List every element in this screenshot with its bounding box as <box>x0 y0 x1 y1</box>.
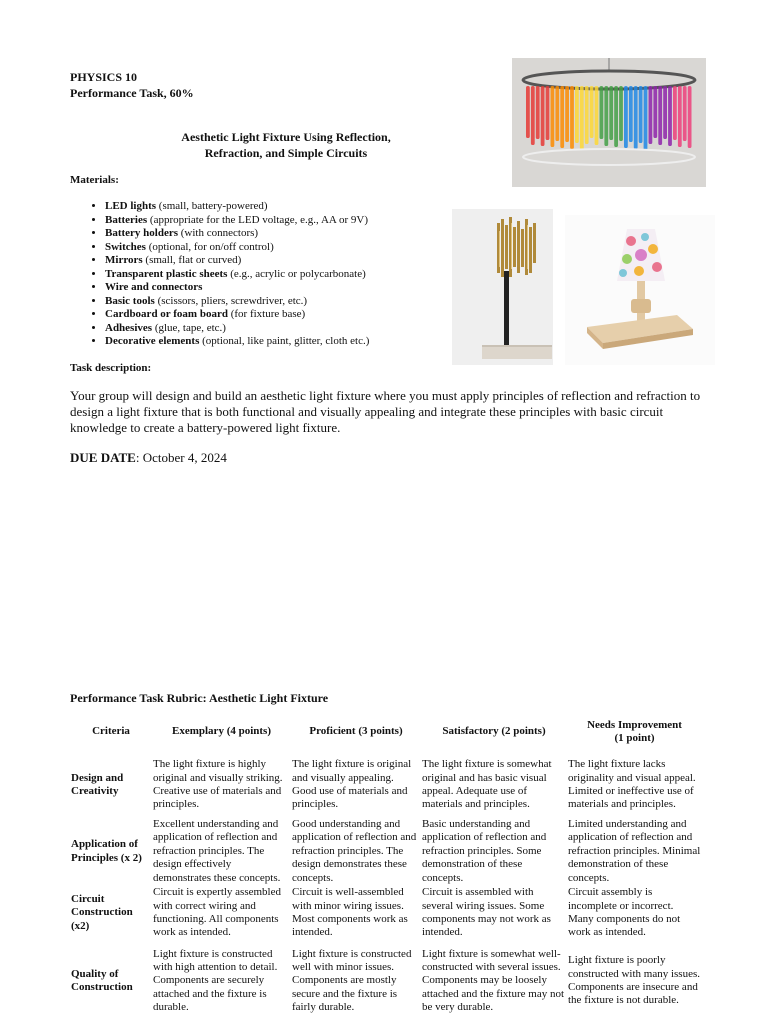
header-exemplary: Exemplary (4 points) <box>172 725 271 738</box>
brass-lamp-illustration <box>452 209 553 365</box>
table-row <box>70 752 702 818</box>
header-criteria: Criteria <box>92 725 130 738</box>
material-name: LED lights <box>105 200 157 212</box>
satisfactory-cell: Basic understanding and application of reflection and refraction principles. Some demonstration of these concepts. <box>422 818 547 884</box>
title-line-2: Refraction, and Simple Circuits <box>204 145 368 160</box>
needs-improvement-cell: Light fixture is poorly constructed with many issues. Components are insecure and the fixture is not durable. <box>568 954 700 1007</box>
due-date-label: DUE DATE <box>70 450 136 465</box>
material-detail: (appropriate for the LED voltage, e.g., AA or 9V) <box>147 213 369 226</box>
criteria-cell: Application of Principles (x 2) <box>71 838 142 864</box>
needs-improvement-cell: Circuit assembly is incomplete or incorrect. Many components do not work as intended. <box>568 886 681 939</box>
rubric-header-row <box>70 712 702 752</box>
due-date <box>70 450 227 466</box>
material-name: Mirrors <box>105 254 143 266</box>
material-detail: (scissors, pliers, screwdriver, etc.) <box>154 294 308 307</box>
material-detail: (glue, tape, etc.) <box>152 321 226 334</box>
task-type: Performance Task, 60% <box>70 85 194 100</box>
proficient-cell: Good understanding and application of reflection and refraction principles. The design demonstrates these concepts. <box>292 818 417 884</box>
material-item <box>105 227 465 241</box>
title-line-1: Aesthetic Light Fixture Using Reflection, <box>181 130 391 144</box>
exemplary-cell: Circuit is expertly assembled with correct wiring and functioning. All components work as intended. <box>153 886 281 939</box>
table-row <box>70 818 702 885</box>
rubric-title: Performance Task Rubric: Aesthetic Light Fixture <box>70 691 329 705</box>
material-item <box>105 241 465 255</box>
material-detail: (small, battery-powered) <box>156 200 268 212</box>
material-detail: (for fixture base) <box>227 308 306 320</box>
satisfactory-cell: Light fixture is somewhat well-constructed with several issues. Components may be loosely attached and the fixture may not be very durable. <box>422 947 565 1014</box>
material-name: Batteries <box>105 213 148 226</box>
header-satisfactory: Satisfactory (2 points) <box>442 725 546 738</box>
satisfactory-cell: Circuit is assembled with several wiring issues. Some components may not work as intended. <box>422 886 551 939</box>
material-name: Switches <box>105 240 146 253</box>
material-name: Adhesives <box>105 321 153 334</box>
proficient-cell: Circuit is well-assembled with minor wiring issues. Most components work as intended. <box>292 886 408 939</box>
header-needs-line-2: (1 point) <box>614 732 655 744</box>
proficient-cell: The light fixture is original and visually appealing. Good use of materials and principles. <box>292 758 412 811</box>
page-title <box>130 130 442 161</box>
wooden-lamp-photo <box>565 215 715 365</box>
material-name: Transparent plastic sheets <box>105 267 228 280</box>
rubric-table <box>70 712 702 1021</box>
material-item <box>105 268 465 282</box>
exemplary-cell: Light fixture is constructed with high attention to detail. Components are securely attached and the fixture is durable. <box>153 947 278 1014</box>
criteria-cell: Design and Creativity <box>71 771 124 797</box>
table-row <box>70 885 702 941</box>
material-detail: (optional, for on/off control) <box>145 240 274 253</box>
course-title: PHYSICS 10 <box>70 70 138 84</box>
chandelier-illustration <box>512 58 706 187</box>
wooden-lamp-illustration <box>565 215 715 365</box>
rainbow-chandelier-photo <box>512 58 706 187</box>
satisfactory-cell: The light fixture is somewhat original and has basic visual appeal. Adequate use of materials and principles. <box>422 758 552 811</box>
material-detail: (e.g., acrylic or polycarbonate) <box>227 267 366 280</box>
due-date-value: : October 4, 2024 <box>135 450 227 465</box>
material-item <box>105 322 465 336</box>
header-proficient: Proficient (3 points) <box>309 725 403 738</box>
header-needs-improvement <box>567 712 702 752</box>
task-description: Your group will design and build an aesthetic light fixture where you must apply principles of reflection and refraction to design a light fixture that is both functional and visually appealing and integrate these principles with basic circuit knowledge to create a battery-powered light fixture. <box>70 388 701 435</box>
material-name: Wire and connectors <box>105 281 203 293</box>
document-header <box>70 70 194 101</box>
criteria-cell: Circuit Construction (x2) <box>71 892 133 932</box>
table-row <box>70 941 702 1021</box>
material-name: Battery holders <box>105 227 179 239</box>
needs-improvement-cell: The light fixture lacks originality and visual appeal. Limited or ineffective use of materials and principles. <box>568 758 696 811</box>
material-item <box>105 295 465 309</box>
material-name: Cardboard or foam board <box>105 308 228 320</box>
materials-heading: Materials: <box>70 174 119 186</box>
material-item <box>105 308 465 322</box>
task-description-heading: Task description: <box>70 362 152 374</box>
needs-improvement-cell: Limited understanding and application of reflection and refraction principles. Minimal demonstration of these concepts. <box>568 818 701 884</box>
material-item <box>105 214 465 228</box>
material-item <box>105 281 465 295</box>
materials-list <box>87 200 465 349</box>
material-item <box>105 335 465 349</box>
exemplary-cell: The light fixture is highly original and visually striking. Creative use of materials and principles. <box>153 758 283 811</box>
material-detail: (small, flat or curved) <box>142 254 242 266</box>
header-needs-line-1: Needs Improvement <box>587 718 682 731</box>
material-name: Basic tools <box>105 294 155 307</box>
material-item <box>105 254 465 268</box>
brass-tube-lamp-photo <box>452 209 553 365</box>
proficient-cell: Light fixture is constructed well with minor issues. Components are mostly secure and the fixture is fairly durable. <box>292 947 412 1014</box>
material-item <box>105 200 465 214</box>
exemplary-cell: Excellent understanding and application of reflection and refraction principles. The design effectively demonstrates these concepts. <box>153 818 281 884</box>
material-detail: (with connectors) <box>178 227 259 239</box>
criteria-cell: Quality of Construction <box>71 967 133 994</box>
material-detail: (optional, like paint, glitter, cloth etc.) <box>199 335 370 347</box>
material-name: Decorative elements <box>105 335 200 347</box>
